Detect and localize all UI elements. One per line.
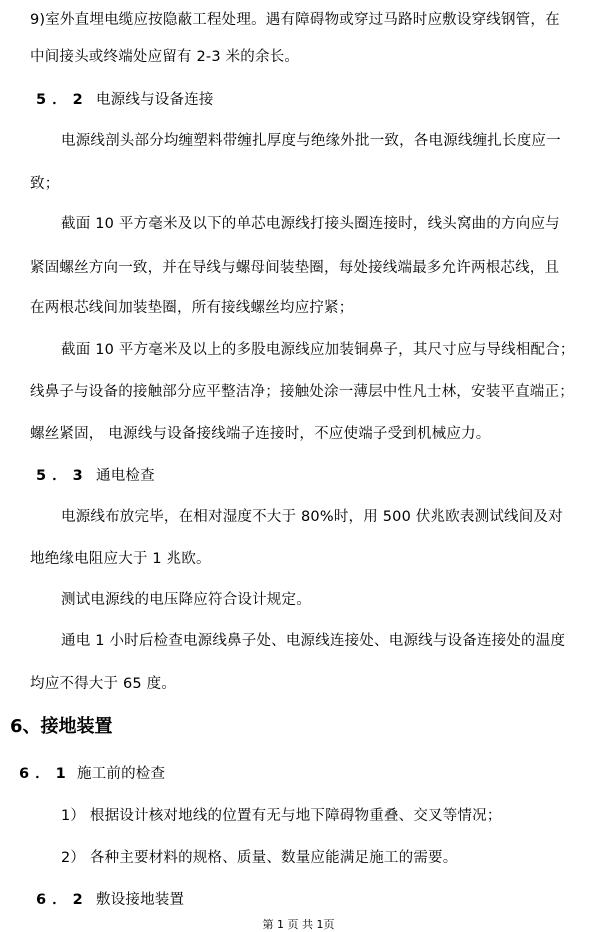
paragraph-line: 9)室外直埋电缆应按隐蔽工程处理。遇有障碍物或穿过马路时应敷设穿线钢管，在 (30, 12, 560, 28)
paragraph-line: 测试电源线的电压降应符合设计规定。 (61, 592, 311, 608)
section-title: 施工前的检查 (77, 766, 166, 782)
paragraph-line: 电源线剖头部分均缠塑料带缠扎厚度与绝缘外批一致，各电源线缠扎长度应一 (61, 133, 561, 149)
page-footer: 第 1 页 共 1页 (262, 918, 335, 931)
section-heading-5-2 (36, 90, 214, 110)
section-title: 敷设接地装置 (96, 892, 185, 908)
paragraph-line: 致； (30, 176, 60, 192)
paragraph-line: 中间接头或终端处应留有 2-3 米的余长。 (30, 49, 300, 65)
section-heading-6-1 (19, 764, 165, 784)
paragraph-line: 紧固螺丝方向一致，并在导线与螺母间装垫圈，每处接线端最多允许两根芯线，且 (30, 260, 560, 276)
paragraph-line: 螺丝紧固， 电源线与设备接线端子连接时，不应使端子受到机械应力。 (30, 426, 491, 442)
section-number: 6．1 (19, 766, 72, 782)
paragraph-line: 电源线布放完毕，在相对湿度不大于 80%时，用 500 伏兆欧表测试线间及对 (61, 509, 563, 525)
paragraph-line: 在两根芯线间加装垫圈，所有接线螺丝均应拧紧； (30, 300, 354, 316)
paragraph-line: 通电 1 小时后检查电源线鼻子处、电源线连接处、电源线与设备连接处的温度 (61, 633, 566, 649)
paragraph-line: 线鼻子与设备的接触部分应平整洁净；接触处涂一薄层中性凡士林，安装平直端正； (30, 384, 574, 400)
section-number: 5．3 (36, 468, 89, 484)
section-number: 6．2 (36, 892, 89, 908)
paragraph-line: 地绝缘电阻应大于 1 兆欧。 (30, 551, 211, 567)
chapter-heading-6: 6、接地装置 (10, 716, 113, 737)
list-item: 1） 根据设计核对地线的位置有无与地下障碍物重叠、交叉等情况； (61, 808, 502, 824)
section-heading-5-3 (36, 466, 155, 486)
section-heading-6-2 (36, 890, 184, 910)
paragraph-line: 截面 10 平方毫米及以上的多股电源线应加装铜鼻子，其尺寸应与导线相配合； (61, 342, 575, 358)
paragraph-line: 截面 10 平方毫米及以下的单芯电源线打接头圈连接时，线头窝曲的方向应与 (61, 216, 560, 232)
section-title: 通电检查 (96, 468, 155, 484)
section-number: 5．2 (36, 92, 89, 108)
paragraph-line: 均应不得大于 65 度。 (30, 676, 177, 692)
list-item: 2） 各种主要材料的规格、质量、数量应能满足施工的需要。 (61, 850, 458, 866)
section-title: 电源线与设备连接 (96, 92, 214, 108)
